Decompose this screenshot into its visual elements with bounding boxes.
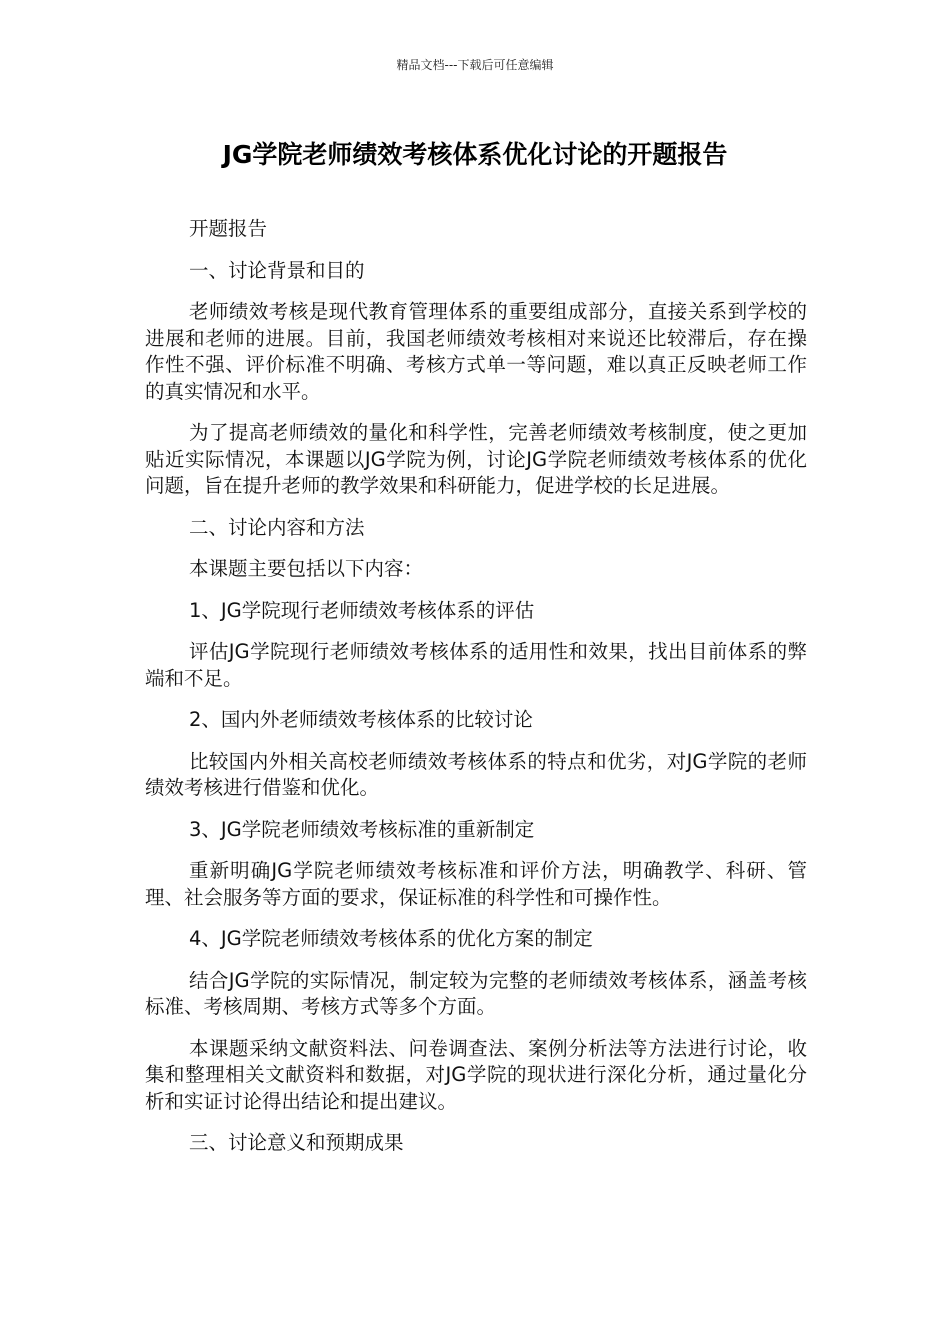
heading-content-methods: 二、讨论内容和方法 [189, 515, 365, 539]
paragraph-methods: 本课题采纳文献资料法、问卷调查法、案例分析法等方法进行讨论，收集和整理相关文献资料和数据，对JG学院的现状进行深化分析，通过量化分析和实证讨论得出结论和提出建议。 [145, 1036, 807, 1113]
document-title: JG学院老师绩效考核体系优化讨论的开题报告 [222, 140, 728, 169]
subheading-item-1: 1、JG学院现行老师绩效考核体系的评估 [189, 598, 535, 622]
heading-significance: 三、讨论意义和预期成果 [189, 1131, 404, 1154]
paragraph-item-1: 评估JG学院现行老师绩效考核体系的适用性和效果，找出目前体系的弊端和不足。 [145, 640, 807, 690]
paragraph-item-4: 结合JG学院的实际情况，制定较为完整的老师绩效考核体系，涵盖考核标准、考核周期、考核方式等多个方面。 [145, 968, 807, 1018]
subheading-item-4: 4、JG学院老师绩效考核体系的优化方案的制定 [189, 927, 593, 950]
subheading-item-2: 2、国内外老师绩效考核体系的比较讨论 [189, 708, 533, 731]
paragraph-item-3: 重新明确JG学院老师绩效考核标准和评价方法，明确教学、科研、管理、社会服务等方面的要求，保证标准的科学性和可操作性。 [145, 859, 807, 909]
paragraph-background-2: 为了提高老师绩效的量化和科学性，完善老师绩效考核制度，使之更加贴近实际情况，本课题以JG学院为例，讨论JG学院老师绩效考核体系的优化问题，旨在提升老师的教学效果和科研能力，促进学校的长足进展。 [145, 421, 807, 497]
paragraph-background-1: 老师绩效考核是现代教育管理体系的重要组成部分，直接关系到学校的进展和老师的进展。目前，我国老师绩效考核相对来说还比较滞后，存在操作性不强、评价标准不明确、考核方式单一等问题，难以真正反映老师工作的真实情况和水平。 [145, 300, 807, 403]
document-body [145, 216, 807, 1172]
heading-background: 一、讨论背景和目的 [189, 258, 365, 282]
paragraph-content-intro: 本课题主要包括以下内容： [189, 557, 424, 580]
section-label-report: 开题报告 [189, 217, 268, 240]
page-header: 精品文档---下载后可任意编辑 [396, 58, 554, 72]
paragraph-item-2: 比较国内外相关高校老师绩效考核体系的特点和优劣，对JG学院的老师绩效考核进行借鉴和优化。 [145, 749, 807, 799]
subheading-item-3: 3、JG学院老师绩效考核标准的重新制定 [189, 817, 535, 841]
